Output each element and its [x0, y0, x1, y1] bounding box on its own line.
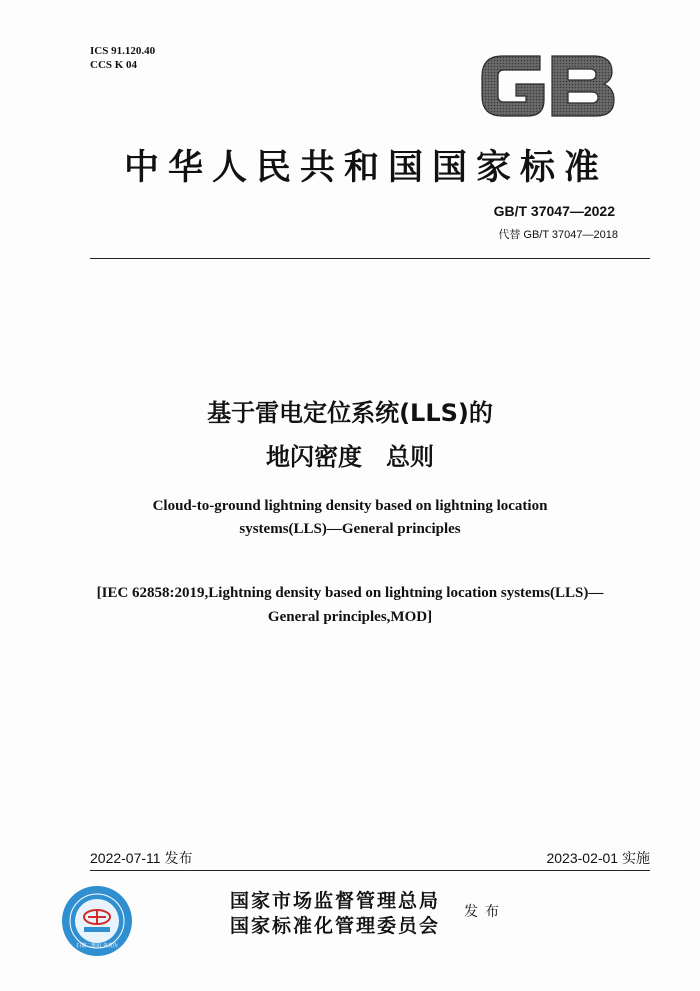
replaces-standard: 代替 GB/T 37047—2018 — [498, 229, 618, 241]
standard-number: GB/T 37047—2022 — [493, 203, 615, 219]
implementation-date: 2023-02-01 实施 — [546, 850, 650, 866]
iec-reference-line1: [IEC 62858:2019,Lightning density based on lightning location systems(LLS)— — [96, 585, 604, 601]
issue-date: 2022-07-11 发布 — [90, 850, 193, 866]
seal-text: 扫描二维码 查真伪 — [76, 943, 118, 949]
national-standard-heading: 中华人民共和国国家标准 — [123, 147, 608, 188]
english-title-line2: systems(LLS)—General principles — [239, 521, 461, 537]
anti-counterfeit-seal-icon — [60, 884, 134, 958]
publish-label: 发布 — [464, 904, 506, 920]
classification-codes — [90, 44, 155, 72]
ics-code: ICS 91.120.40 — [90, 45, 156, 57]
english-title-line1: Cloud-to-ground lightning density based on lightning location — [152, 498, 548, 514]
header-divider — [90, 258, 650, 259]
issuing-org-1: 国家市场监督管理总局 — [230, 890, 441, 912]
gb-logo-icon — [478, 50, 618, 122]
issuing-org-2: 国家标准化管理委员会 — [230, 915, 441, 937]
chinese-title-line1: 基于雷电定位系统(LLS)的 — [207, 399, 493, 427]
ccs-code: CCS K 04 — [90, 59, 138, 71]
footer-divider — [90, 870, 650, 871]
iec-reference-line2: General principles,MOD] — [267, 609, 433, 625]
chinese-title-line2: 地闪密度 总则 — [266, 443, 434, 471]
